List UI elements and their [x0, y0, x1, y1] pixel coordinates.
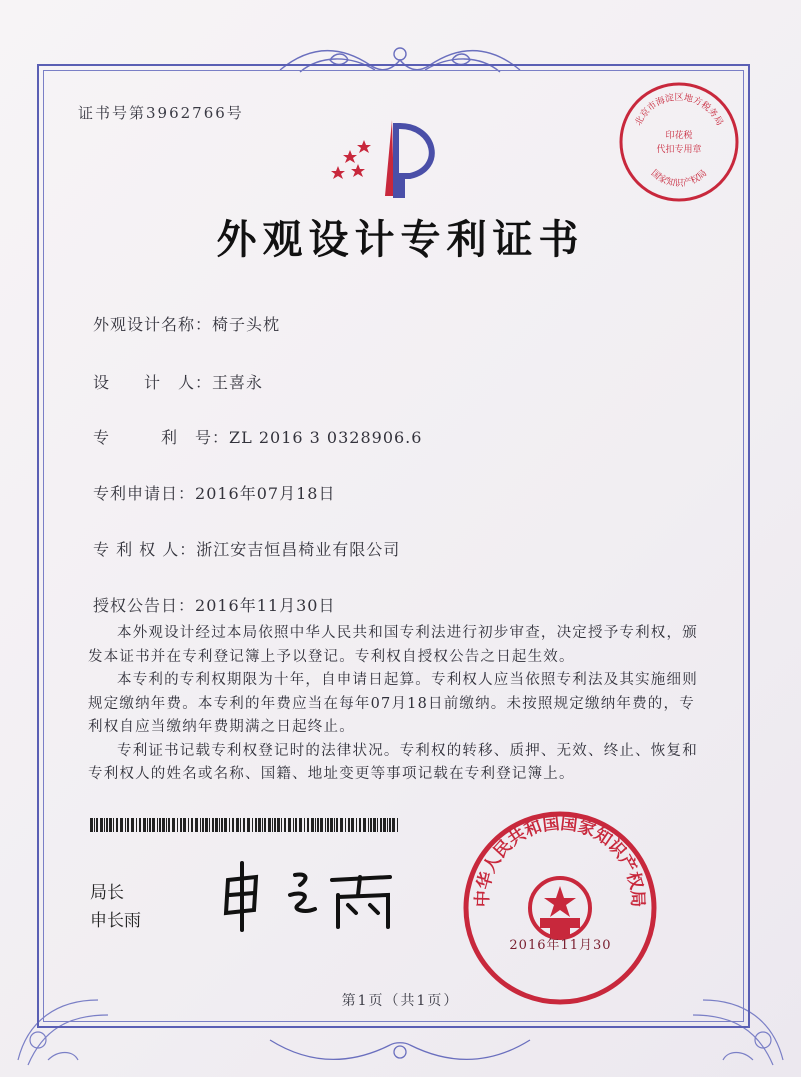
barcode-bar	[373, 818, 376, 832]
barcode-bar	[272, 818, 273, 832]
barcode-bar	[380, 818, 382, 832]
field-grant-date	[93, 593, 335, 616]
certificate-body	[88, 622, 698, 787]
barcode-bar	[356, 818, 357, 832]
barcode-bar	[168, 818, 170, 832]
barcode-bar	[325, 818, 326, 832]
official-seal	[460, 808, 660, 1008]
barcode-bar	[336, 818, 338, 832]
barcode-bar	[90, 818, 93, 832]
page-footer: 第1页（共1页）	[341, 993, 460, 1009]
barcode-bar	[139, 818, 141, 832]
field-value: 王喜永	[212, 373, 264, 392]
field-patent-no	[93, 425, 422, 448]
barcode-bar	[162, 818, 165, 832]
field-label: 专 利 权 人：	[93, 540, 197, 559]
field-design-name	[93, 312, 280, 335]
svg-text:北京市海淀区地方税务局: 北京市海淀区地方税务局	[633, 93, 725, 128]
barcode-bar	[288, 818, 291, 832]
barcode-bar	[136, 818, 137, 832]
field-patentee	[93, 537, 400, 560]
field-label: 授权公告日：	[93, 596, 196, 615]
barcode-bar	[120, 818, 123, 832]
field-value: 椅子头枕	[212, 315, 281, 334]
barcode-bar	[125, 818, 126, 832]
barcode-bar	[100, 818, 103, 832]
barcode-bar	[247, 818, 250, 832]
barcode-bar	[240, 818, 241, 832]
body-paragraph: 本专利的专利权期限为十年，自申请日起算。专利权人应当依照专利法及其实施细则规定缴纳年费。本专利的年费应当在每年07月18日前缴纳。未按照规定缴纳年费的，专利权自应当缴纳年费期满之日起终止。	[88, 672, 698, 735]
barcode-bar	[258, 818, 261, 832]
barcode-bar	[191, 818, 193, 832]
barcode-bar	[330, 818, 333, 832]
field-value: 2016年07月18日	[195, 484, 336, 503]
barcode-bar	[268, 818, 271, 832]
body-paragraph: 本外观设计经过本局依照中华人民共和国专利法进行初步审查，决定授予专利权，颁发本证书并在专利登记簿上予以登记。专利权自授权公告之日起生效。	[88, 625, 698, 665]
chief-name: 申长雨	[90, 911, 141, 931]
barcode-bar	[277, 818, 280, 832]
barcode-bar	[209, 818, 210, 832]
barcode-bar	[96, 818, 98, 832]
barcode-bar	[340, 818, 343, 832]
barcode-bar	[159, 818, 161, 832]
barcode-bar	[172, 818, 175, 832]
field-label: 外观设计名称：	[93, 315, 213, 334]
barcode-bar	[202, 818, 204, 832]
barcode-bar	[359, 818, 361, 832]
barcode-bar	[348, 818, 350, 832]
certificate-number: 证书号第3962766号	[78, 104, 244, 122]
barcode-bar	[363, 818, 366, 832]
barcode-bar	[281, 818, 282, 832]
barcode-bar	[262, 818, 263, 832]
barcode-bar	[317, 818, 319, 832]
barcode-bar	[116, 818, 118, 832]
field-filing-date	[93, 481, 335, 504]
barcode-bar	[195, 818, 198, 832]
national-emblem-icon	[530, 878, 590, 938]
barcode-bar	[127, 818, 129, 832]
field-label: 专利申请日：	[93, 484, 196, 503]
svg-text:中华人民共和国国家知识产权局: 中华人民共和国国家知识产权局	[472, 813, 648, 908]
barcode-bar	[397, 818, 398, 832]
barcode-bar	[299, 818, 302, 832]
barcode-bar	[383, 818, 386, 832]
barcode-bar	[236, 818, 239, 832]
seal-date: 2016年11月30	[509, 938, 612, 953]
barcode-bar	[215, 818, 218, 832]
barcode-bar	[212, 818, 214, 832]
barcode-bar	[152, 818, 155, 832]
barcode-bar	[370, 818, 372, 832]
barcode	[90, 818, 400, 832]
barcode-bar	[351, 818, 354, 832]
barcode-bar	[157, 818, 158, 832]
barcode-bar	[252, 818, 253, 832]
barcode-bar	[295, 818, 297, 832]
barcode-bar	[109, 818, 112, 832]
barcode-bar	[327, 818, 329, 832]
barcode-bar	[368, 818, 369, 832]
barcode-bar	[177, 818, 178, 832]
barcode-bar	[94, 818, 95, 832]
barcode-bar	[307, 818, 309, 832]
barcode-bar	[205, 818, 208, 832]
field-value: ZL 2016 3 0328906.6	[229, 428, 423, 447]
handwritten-signature	[220, 855, 410, 935]
barcode-bar	[264, 818, 266, 832]
barcode-bar	[143, 818, 146, 832]
field-label: 专 利 号：	[93, 428, 230, 447]
barcode-bar	[180, 818, 182, 832]
barcode-bar	[166, 818, 167, 832]
barcode-bar	[131, 818, 134, 832]
barcode-bar	[243, 818, 245, 832]
tax-seal-sub2: 代扣专用章	[656, 145, 702, 155]
barcode-bar	[200, 818, 201, 832]
barcode-bar	[147, 818, 148, 832]
barcode-bar	[389, 818, 391, 832]
barcode-bar	[345, 818, 346, 832]
barcode-bar	[334, 818, 335, 832]
barcode-bar	[255, 818, 257, 832]
star-icon	[331, 140, 371, 179]
barcode-bar	[392, 818, 395, 832]
bottom-ornament	[260, 1030, 540, 1070]
page-title: 外观设计专利证书	[216, 217, 585, 263]
barcode-bar	[274, 818, 276, 832]
barcode-bar	[387, 818, 388, 832]
field-label: 设 计 人：	[93, 373, 213, 392]
barcode-bar	[304, 818, 305, 832]
barcode-bar	[219, 818, 220, 832]
barcode-bar	[284, 818, 286, 832]
barcode-bar	[188, 818, 189, 832]
barcode-bar	[377, 818, 378, 832]
field-designer	[93, 370, 263, 393]
barcode-bar	[104, 818, 105, 832]
barcode-bar	[232, 818, 234, 832]
field-value: 2016年11月30日	[195, 596, 336, 615]
field-value: 浙江安吉恒昌椅业有限公司	[196, 540, 401, 559]
barcode-bar	[224, 818, 227, 832]
barcode-bar	[320, 818, 323, 832]
chief-title: 局长	[90, 883, 124, 903]
cnipa-logo	[330, 118, 460, 198]
barcode-bar	[229, 818, 230, 832]
barcode-bar	[113, 818, 114, 832]
barcode-bar	[293, 818, 294, 832]
tax-seal	[615, 78, 743, 206]
body-paragraph: 专利证书记载专利权登记时的法律状况。专利权的转移、质押、无效、终止、恢复和专利权人的姓名或名称、国籍、地址变更等事项记载在专利登记簿上。	[88, 742, 698, 782]
barcode-bar	[183, 818, 186, 832]
barcode-bar	[311, 818, 314, 832]
svg-text:国家知识产权局: 国家知识产权局	[648, 168, 710, 189]
barcode-bar	[149, 818, 151, 832]
barcode-bar	[106, 818, 108, 832]
tax-seal-sub1: 印花税	[665, 131, 693, 141]
barcode-bar	[221, 818, 223, 832]
barcode-bar	[315, 818, 316, 832]
